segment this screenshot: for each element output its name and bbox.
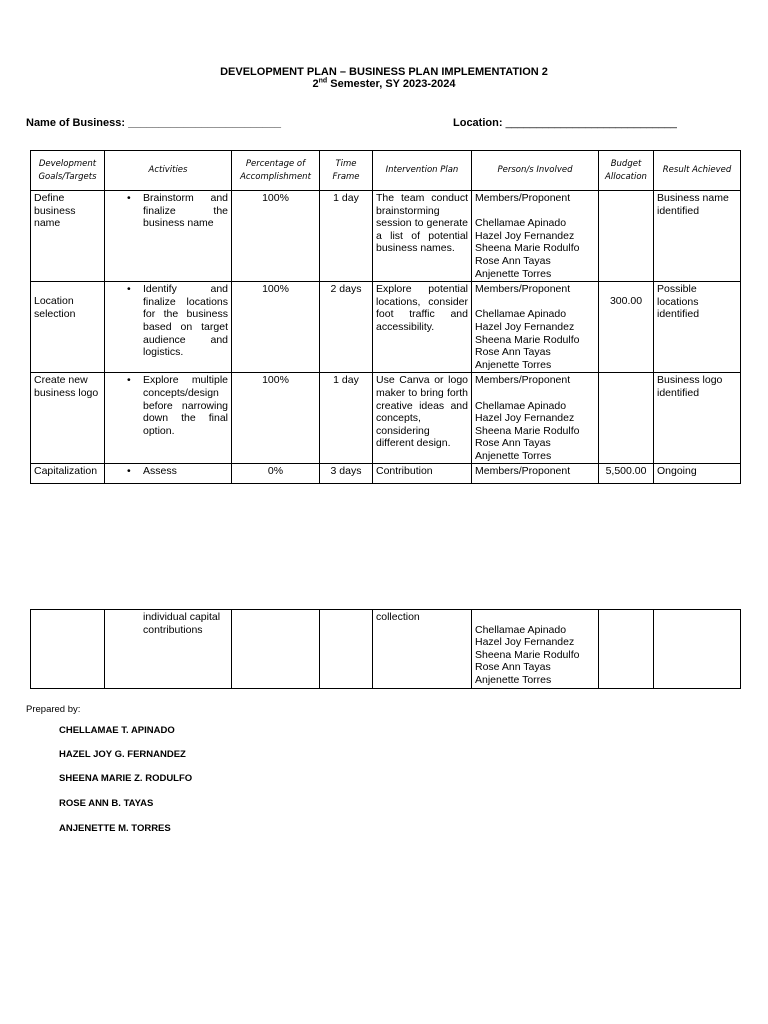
persons-cell: Members/Proponent	[472, 464, 599, 484]
plan-title: DEVELOPMENT PLAN – BUSINESS PLAN IMPLEMENTATION 2	[220, 66, 548, 78]
time-cell: 1 day	[320, 191, 373, 282]
bullet-icon: •	[127, 374, 131, 387]
persons-cell: Members/Proponent Chellamae Apinado Hazel Joy Fernandez Sheena Marie Rodulfo Rose Ann Tayas Anjenette Torres	[472, 191, 599, 282]
persons-cell: Members/Proponent Chellamae Apinado Hazel Joy Fernandez Sheena Marie Rodulfo Rose Ann Tayas Anjenette Torres	[472, 373, 599, 464]
goal-cell: Capitalization	[31, 464, 105, 484]
bullet-icon: •	[127, 283, 131, 296]
location-label: Location:	[453, 117, 503, 129]
continuation-table	[30, 609, 741, 689]
signer-name: ANJENETTE M. TORRES	[59, 823, 171, 834]
activity-cell: • Identify and finalize locations for the business based on target audience and logistics.	[105, 282, 232, 373]
plan-cell: Use Canva or logo maker to bring forth creative ideas and concepts, considering different design.	[373, 373, 472, 464]
budget-cell	[599, 610, 654, 689]
header-intervention-plan: Intervention Plan	[373, 151, 472, 191]
development-plan-table	[30, 150, 741, 484]
plan-cell: collection	[373, 610, 472, 689]
plan-cell: Contribution	[373, 464, 472, 484]
percent-cell: 100%	[232, 373, 320, 464]
activity-cell: • Brainstorm and finalize the business name	[105, 191, 232, 282]
header-persons-involved: Person/s Involved	[472, 151, 599, 191]
header-time-frame: Time Frame	[320, 151, 373, 191]
header-budget: Budget Allocation	[599, 151, 654, 191]
time-cell	[320, 610, 373, 689]
location-field	[453, 117, 677, 129]
table-row	[31, 282, 741, 373]
plan-cell: Explore potential locations, consider foot traffic and accessibility.	[373, 282, 472, 373]
result-cell: Business logo identified	[654, 373, 741, 464]
result-cell: Business name identified	[654, 191, 741, 282]
percent-cell: 100%	[232, 282, 320, 373]
persons-cell: Members/Proponent Chellamae Apinado Hazel Joy Fernandez Sheena Marie Rodulfo Rose Ann Tayas Anjenette Torres	[472, 282, 599, 373]
bullet-icon: •	[127, 465, 131, 478]
table-row	[31, 373, 741, 464]
signer-name: ROSE ANN B. TAYAS	[59, 798, 154, 809]
percent-cell	[232, 610, 320, 689]
time-cell: 3 days	[320, 464, 373, 484]
persons-cell: Chellamae Apinado Hazel Joy Fernandez Sheena Marie Rodulfo Rose Ann Tayas Anjenette Torres	[472, 610, 599, 689]
document-title	[0, 66, 768, 90]
table-row	[31, 191, 741, 282]
signer-name: HAZEL JOY G. FERNANDEZ	[59, 749, 186, 760]
header-activities: Activities	[105, 151, 232, 191]
activity-cell: individual capital contributions	[105, 610, 232, 689]
header-percentage: Percentage of Accomplishment	[232, 151, 320, 191]
goal-cell: Define business name	[31, 191, 105, 282]
result-cell	[654, 610, 741, 689]
result-cell: Ongoing	[654, 464, 741, 484]
goal-cell: Create new business logo	[31, 373, 105, 464]
budget-cell: 5,500.00	[599, 464, 654, 484]
activity-cell: • Assess	[105, 464, 232, 484]
budget-cell: 300.00	[599, 282, 654, 373]
time-cell: 1 day	[320, 373, 373, 464]
business-name-field	[26, 117, 281, 129]
table-row	[31, 610, 741, 689]
signer-name: CHELLAMAE T. APINADO	[59, 725, 175, 736]
semester-line: 2nd Semester, SY 2023-2024	[312, 77, 456, 90]
header-goals: Development Goals/Targets	[31, 151, 105, 191]
business-name-blank: _________________________	[128, 117, 282, 129]
table-header-row	[31, 151, 741, 191]
goal-cell	[31, 610, 105, 689]
table-row	[31, 464, 741, 484]
budget-cell	[599, 191, 654, 282]
goal-cell: Location selection	[31, 282, 105, 373]
location-blank: ____________________________	[505, 117, 677, 129]
plan-cell: The team conduct brainstorming session to generate a list of potential business names.	[373, 191, 472, 282]
bullet-icon: •	[127, 192, 131, 204]
signer-name: SHEENA MARIE Z. RODULFO	[59, 773, 193, 784]
prepared-by-label: Prepared by:	[26, 704, 81, 715]
percent-cell: 0%	[232, 464, 320, 484]
business-name-label: Name of Business:	[26, 117, 126, 129]
time-cell: 2 days	[320, 282, 373, 373]
activity-cell: • Explore multiple concepts/design before narrowing down the final option.	[105, 373, 232, 464]
percent-cell: 100%	[232, 191, 320, 282]
header-result: Result Achieved	[654, 151, 741, 191]
budget-cell	[599, 373, 654, 464]
result-cell: Possible locations identified	[654, 282, 741, 373]
